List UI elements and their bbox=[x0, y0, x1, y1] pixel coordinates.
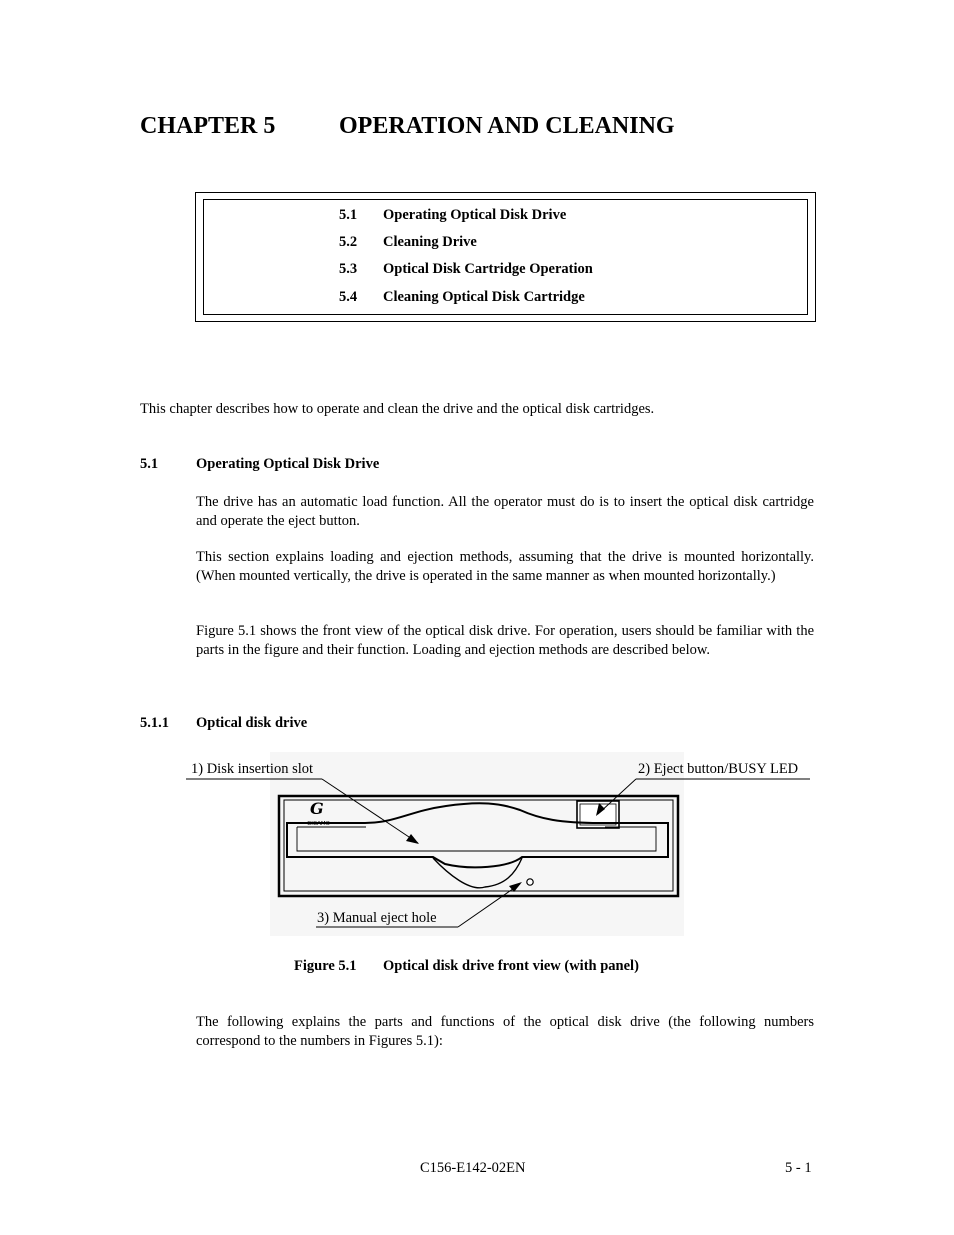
toc-item-title: Operating Optical Disk Drive bbox=[383, 207, 567, 223]
intro-paragraph: This chapter describes how to operate and clean the drive and the optical disk cartridges. bbox=[140, 401, 655, 417]
svg-text:GIGAMO: GIGAMO bbox=[307, 821, 330, 827]
section-title: Optical disk drive bbox=[196, 715, 308, 731]
toc-item-number: 5.1 bbox=[339, 207, 358, 223]
section-number: 5.1 bbox=[140, 456, 159, 472]
toc-item-title: Optical Disk Cartridge Operation bbox=[383, 261, 593, 277]
figure-background bbox=[270, 752, 684, 936]
chapter-number: CHAPTER 5 bbox=[140, 113, 276, 139]
toc-item-title: Cleaning Optical Disk Cartridge bbox=[383, 289, 585, 305]
body-paragraph: This section explains loading and ejection methods, assuming that the drive is mounted horizontally. (When mounted vertically, the drive is operated in the same manner as when mounted horizontally.) bbox=[196, 549, 814, 584]
body-paragraph: Figure 5.1 shows the front view of the optical disk drive. For operation, users should be familiar with the parts in the figure and their function. Loading and ejection methods are described below. bbox=[196, 623, 814, 658]
figure-number: Figure 5.1 bbox=[294, 958, 357, 974]
section-number: 5.1.1 bbox=[140, 715, 169, 731]
callout-manual-eject-hole: 3) Manual eject hole bbox=[317, 910, 437, 926]
footer-page-number: 5 - 1 bbox=[785, 1160, 812, 1176]
svg-text:G: G bbox=[310, 799, 324, 818]
manual-eject-hole-icon bbox=[527, 879, 533, 885]
toc-item-number: 5.2 bbox=[339, 234, 358, 250]
callout-eject-button: 2) Eject button/BUSY LED bbox=[638, 761, 799, 777]
callout-disk-insertion-slot: 1) Disk insertion slot bbox=[191, 761, 314, 777]
toc-item-title: Cleaning Drive bbox=[383, 234, 477, 250]
figure-caption bbox=[294, 958, 639, 975]
body-paragraph: The following explains the parts and functions of the optical disk drive (the following numbers correspond to the numbers in Figures 5.1): bbox=[196, 1014, 814, 1049]
section-title: Operating Optical Disk Drive bbox=[196, 456, 380, 472]
figure-title: Optical disk drive front view (with panel) bbox=[383, 958, 639, 974]
toc-item-number: 5.4 bbox=[339, 289, 358, 305]
body-paragraph: The drive has an automatic load function. All the operator must do is to insert the optical disk cartridge and operate the eject button. bbox=[196, 494, 814, 529]
chapter-name: OPERATION AND CLEANING bbox=[339, 113, 675, 139]
toc-item-number: 5.3 bbox=[339, 261, 358, 277]
footer-doc-id: C156-E142-02EN bbox=[420, 1160, 526, 1176]
